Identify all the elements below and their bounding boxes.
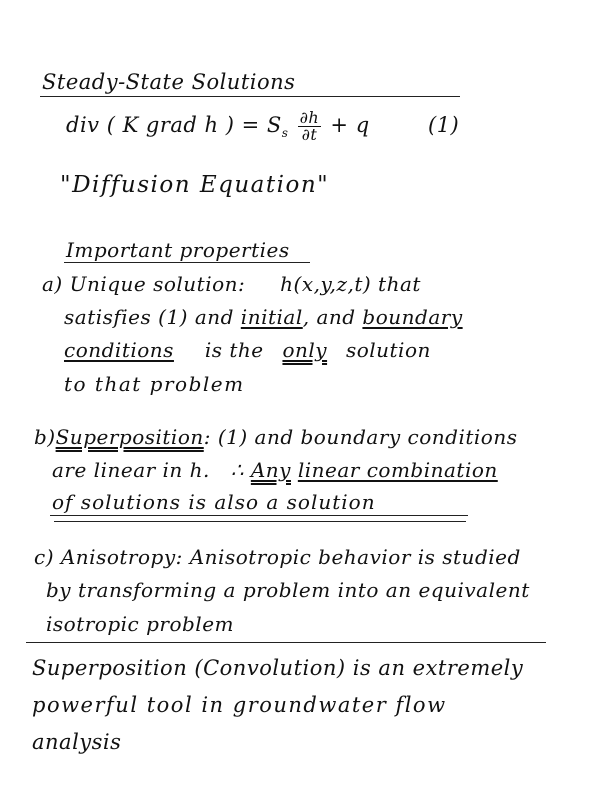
page-title (42, 70, 295, 94)
title-text: Steady-State Solutions (42, 70, 296, 94)
property-a-is-the: is the (204, 338, 264, 362)
diffusion-equation (66, 110, 370, 143)
property-a-line-4: to that problem (64, 372, 245, 396)
properties-heading-underline (64, 262, 310, 263)
equation-lhs: div ( K grad h ) = (66, 113, 260, 137)
property-a-solution: solution (345, 338, 431, 362)
property-b-term: Superposition (55, 425, 204, 449)
section-divider (26, 642, 546, 643)
property-a-initial: initial (240, 305, 303, 329)
property-b-conclusion: of solutions is also a solution (52, 490, 376, 514)
equation-derivative-numerator: ∂h (299, 108, 320, 127)
title-underline (40, 96, 460, 97)
properties-heading-text: Important properties (66, 238, 290, 262)
equation-derivative-denominator: ∂t (301, 125, 318, 144)
property-b-label: b) (34, 425, 56, 449)
property-b-underline-2 (54, 521, 466, 522)
property-c-line-2: by transforming a problem into an equivalent (46, 578, 530, 602)
property-b-linear-in-h: are linear in h. (52, 458, 210, 482)
closing-line-1: Superposition (Convolution) is an extremely (32, 656, 524, 680)
equation-storage-coefficient: $S_s$ (266, 113, 289, 141)
equation-number: (1) (428, 113, 460, 137)
property-b-rest: : (1) and boundary conditions (203, 425, 518, 449)
property-c-line-1: c) Anisotropy: Anisotropic behavior is studied (34, 545, 521, 569)
equation-name: "Diffusion Equation" (60, 172, 330, 198)
equation-source-term: + q (330, 113, 370, 137)
therefore-symbol: ∴ (230, 458, 244, 482)
property-a-line-3 (64, 338, 431, 362)
property-a-boundary: boundary (362, 305, 463, 329)
property-a-satisfies: satisfies (1) and (64, 305, 234, 329)
closing-line-3: analysis (32, 730, 122, 754)
property-a-conditions: conditions (64, 338, 174, 362)
property-b-line-3 (52, 490, 376, 514)
property-a-head: h(x,y,z,t) that (280, 272, 421, 296)
property-a-only: only (282, 338, 328, 362)
equation-derivative (298, 110, 322, 143)
properties-heading (66, 238, 290, 262)
property-b-any: Any (250, 458, 291, 482)
property-a-term: Unique solution: (69, 272, 246, 296)
property-a-label: a) (42, 272, 63, 296)
property-b-linear-combination: linear combination (297, 458, 498, 482)
closing-line-2: powerful tool in groundwater flow (32, 693, 447, 717)
property-a-and: , and (302, 305, 356, 329)
property-b-line-1 (34, 425, 518, 449)
property-c-line-3: isotropic problem (46, 612, 235, 636)
property-b-underline-1 (50, 515, 468, 516)
property-a-line-1 (42, 272, 421, 296)
property-a-line-2 (64, 305, 463, 329)
property-b-line-2 (52, 458, 498, 482)
